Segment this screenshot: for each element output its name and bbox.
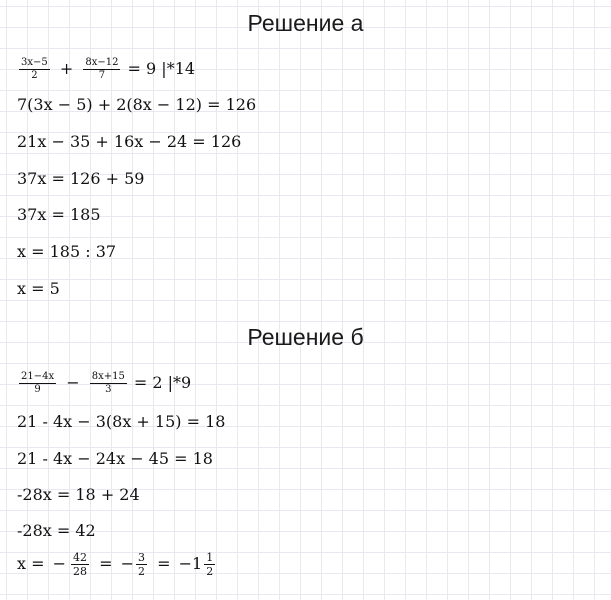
final-lhs: x = [17, 554, 45, 573]
fraction-denominator: 2 [206, 565, 214, 578]
fraction-numerator: 1 [206, 551, 214, 564]
step-a-1: 7(3x − 5) + 2(8x − 12) = 126 [17, 95, 257, 114]
fraction-b-final-2 [136, 551, 147, 578]
step-b-3: -28x = 18 + 24 [17, 485, 140, 504]
fraction-denominator: 2 [138, 565, 146, 578]
fraction-numerator: 42 [73, 551, 88, 564]
equation-rhs: = 2 |*9 [133, 373, 192, 392]
equation-b-initial [17, 371, 191, 396]
step-a-4: 37x = 185 [17, 205, 101, 224]
equation-b-final [17, 551, 217, 578]
fraction-denominator: 2 [31, 70, 38, 81]
equals-sign: = [157, 554, 171, 573]
heading-part-a: Решение а [247, 10, 364, 36]
step-b-1: 21 - 4x − 3(8x + 15) = 18 [17, 412, 226, 431]
step-b-2: 21 - 4x − 24x − 45 = 18 [17, 449, 213, 468]
fraction-b-final-3 [204, 551, 215, 578]
fraction-a-1 [19, 57, 50, 82]
fraction-denominator: 9 [34, 384, 41, 395]
step-b-4: -28x = 42 [17, 521, 96, 540]
fraction-numerator: 3x−5 [21, 57, 48, 68]
fraction-numerator: 21−4x [21, 371, 55, 382]
minus-sign: − [66, 373, 80, 392]
fraction-b-1 [19, 371, 56, 396]
fraction-b-2 [90, 371, 127, 396]
fraction-denominator: 28 [73, 565, 88, 578]
plus-sign: + [59, 59, 74, 78]
whole-part: −1 [178, 554, 203, 573]
fraction-numerator: 8x+15 [91, 371, 125, 382]
fraction-denominator: 3 [105, 384, 112, 395]
step-a-5: x = 185 : 37 [17, 242, 117, 261]
fraction-b-final-1 [71, 551, 89, 578]
step-a-3: 37x = 126 + 59 [17, 169, 145, 188]
minus-sign: − [120, 554, 135, 573]
heading-part-b: Решение б [247, 324, 364, 350]
minus-sign: − [52, 554, 67, 573]
fraction-numerator: 3 [138, 551, 146, 564]
equation-rhs: = 9 |*14 [127, 59, 196, 78]
equation-a-initial [17, 57, 195, 82]
fraction-denominator: 7 [98, 70, 106, 81]
step-a-6: x = 5 [17, 279, 60, 298]
step-a-2: 21x − 35 + 16x − 24 = 126 [17, 132, 242, 151]
fraction-a-2 [83, 57, 120, 82]
equals-sign: = [99, 554, 113, 573]
fraction-numerator: 8x−12 [85, 57, 119, 68]
